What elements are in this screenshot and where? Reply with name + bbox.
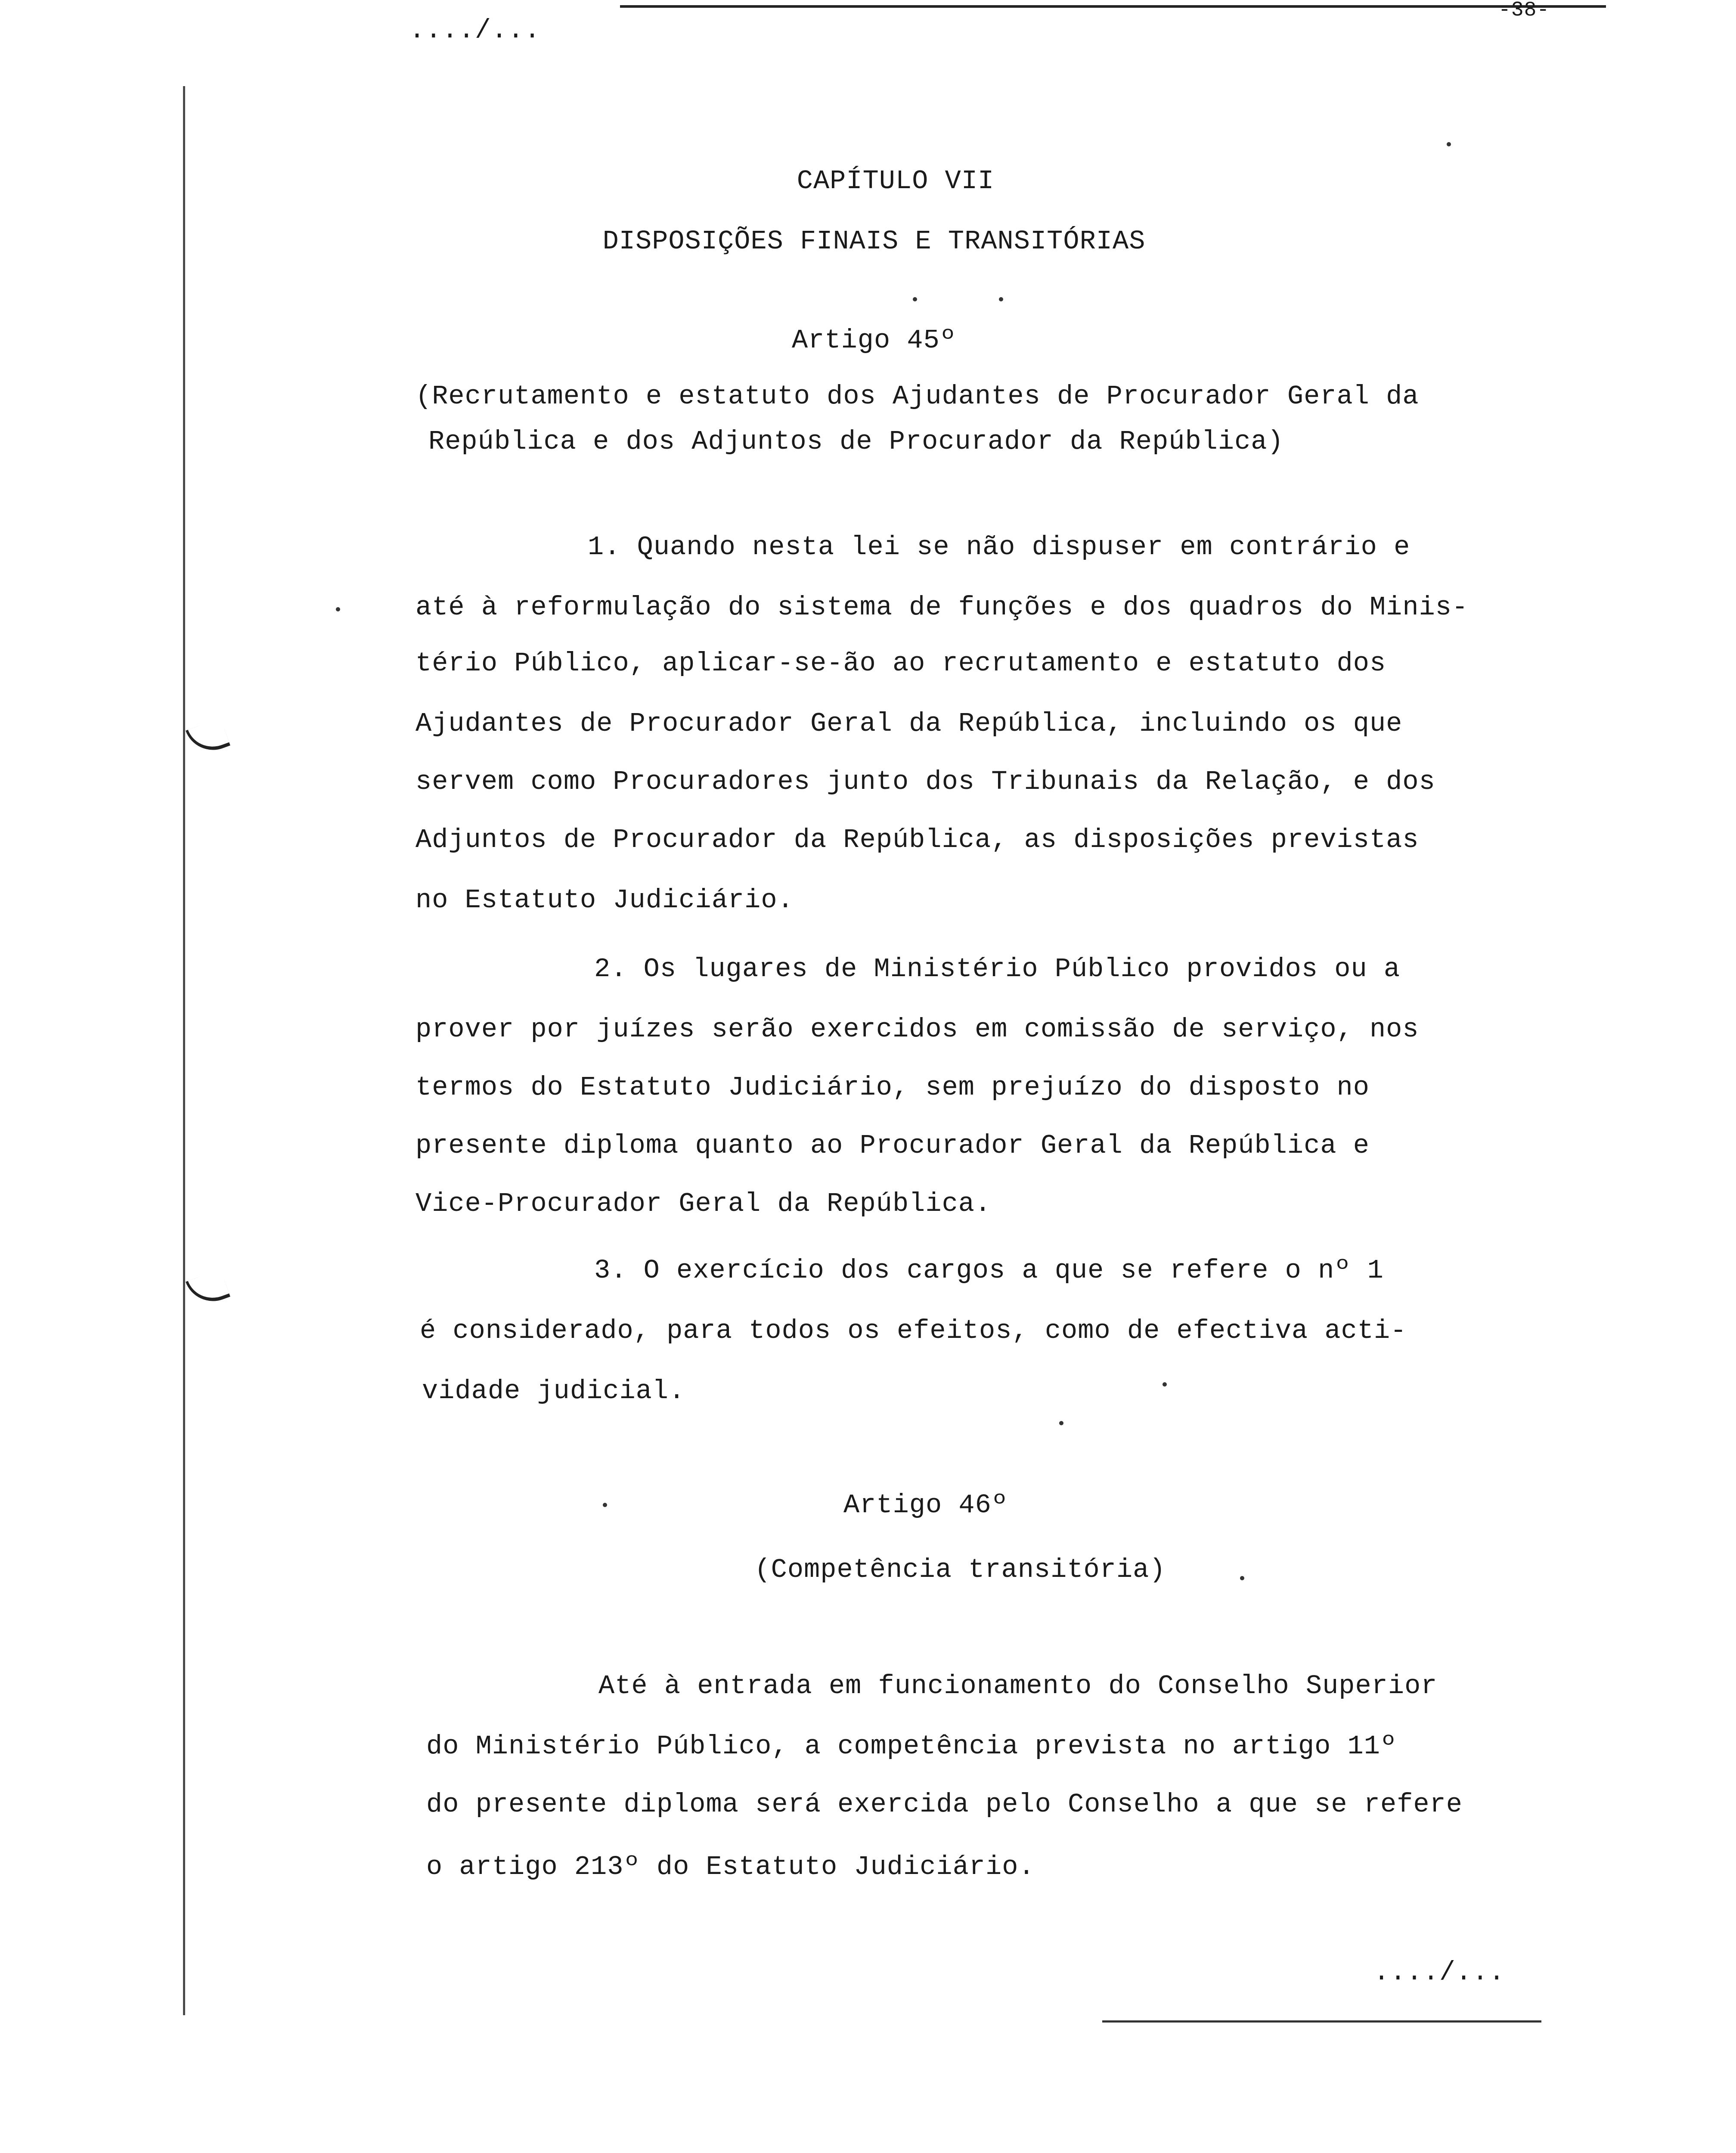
paragraph-1-line: no Estatuto Judiciário. — [415, 885, 794, 915]
article-46-heading: Artigo 46º — [843, 1490, 1008, 1520]
article-46-body-line: do Ministério Público, a competência prevista no artigo 11º — [426, 1731, 1397, 1762]
paragraph-2-line: termos do Estatuto Judiciário, sem prejuízo do disposto no — [415, 1072, 1370, 1103]
paragraph-1-line: Adjuntos de Procurador da República, as disposições previstas — [415, 825, 1419, 855]
continuation-marker-top: ..../... — [409, 15, 541, 46]
article-46-caption: (Competência transitória) — [754, 1554, 1166, 1585]
paragraph-1-line: Ajudantes de Procurador Geral da República, incluindo os que — [415, 708, 1403, 739]
paragraph-2-line: prover por juízes serão exercidos em comissão de serviço, nos — [415, 1014, 1419, 1045]
paragraph-2-line: 2. Os lugares de Ministério Público providos ou a — [594, 954, 1401, 984]
continuation-marker-bottom: ..../... — [1373, 1957, 1505, 1988]
margin-mark — [186, 1269, 230, 1309]
paragraph-3-line: vidade judicial. — [422, 1376, 685, 1406]
paragraph-1-line: tério Público, aplicar-se-ão ao recrutamento e estatuto dos — [415, 648, 1386, 679]
article-46-body-line: do presente diploma será exercida pelo Conselho a que se refere — [426, 1789, 1463, 1820]
page-number: -38- — [1498, 0, 1550, 22]
article-45-caption-line: República e dos Adjuntos de Procurador da República) — [428, 426, 1284, 457]
article-45-caption-line: (Recrutamento e estatuto dos Ajudantes de Procurador Geral da — [415, 381, 1419, 412]
paragraph-3-line: é considerado, para todos os efeitos, como de efectiva acti- — [420, 1315, 1407, 1346]
paragraph-1-line: servem como Procuradores junto dos Tribunais da Relação, e dos — [415, 766, 1435, 797]
bottom-rule — [1102, 2020, 1541, 2023]
article-46-body-line: o artigo 213º do Estatuto Judiciário. — [426, 1852, 1035, 1882]
scan-speck — [913, 297, 917, 301]
paragraph-2-line: presente diploma quanto ao Procurador Geral da República e — [415, 1130, 1370, 1161]
article-46-body-line: Até à entrada em funcionamento do Conselho Superior — [598, 1671, 1438, 1701]
scan-speck — [1162, 1382, 1167, 1387]
top-rule — [620, 5, 1606, 8]
chapter-subtitle: DISPOSIÇÕES FINAIS E TRANSITÓRIAS — [602, 226, 1146, 257]
scan-speck — [603, 1503, 607, 1507]
paragraph-3-line: 3. O exercício dos cargos a que se refere o nº 1 — [594, 1255, 1384, 1286]
paragraph-1-line: 1. Quando nesta lei se não dispuser em contrário e — [588, 532, 1410, 562]
scan-speck — [1447, 142, 1451, 146]
left-margin-line — [183, 86, 185, 2015]
scan-speck — [336, 607, 340, 611]
scan-speck — [999, 297, 1003, 301]
scan-speck — [1240, 1576, 1244, 1580]
paragraph-1-line: até à reformulação do sistema de funções e dos quadros do Minis- — [415, 592, 1469, 623]
scan-speck — [1059, 1421, 1063, 1425]
article-45-heading: Artigo 45º — [791, 325, 957, 356]
chapter-title: CAPÍTULO VII — [797, 166, 995, 196]
margin-mark — [186, 718, 230, 758]
paragraph-2-line: Vice-Procurador Geral da República. — [415, 1188, 992, 1219]
